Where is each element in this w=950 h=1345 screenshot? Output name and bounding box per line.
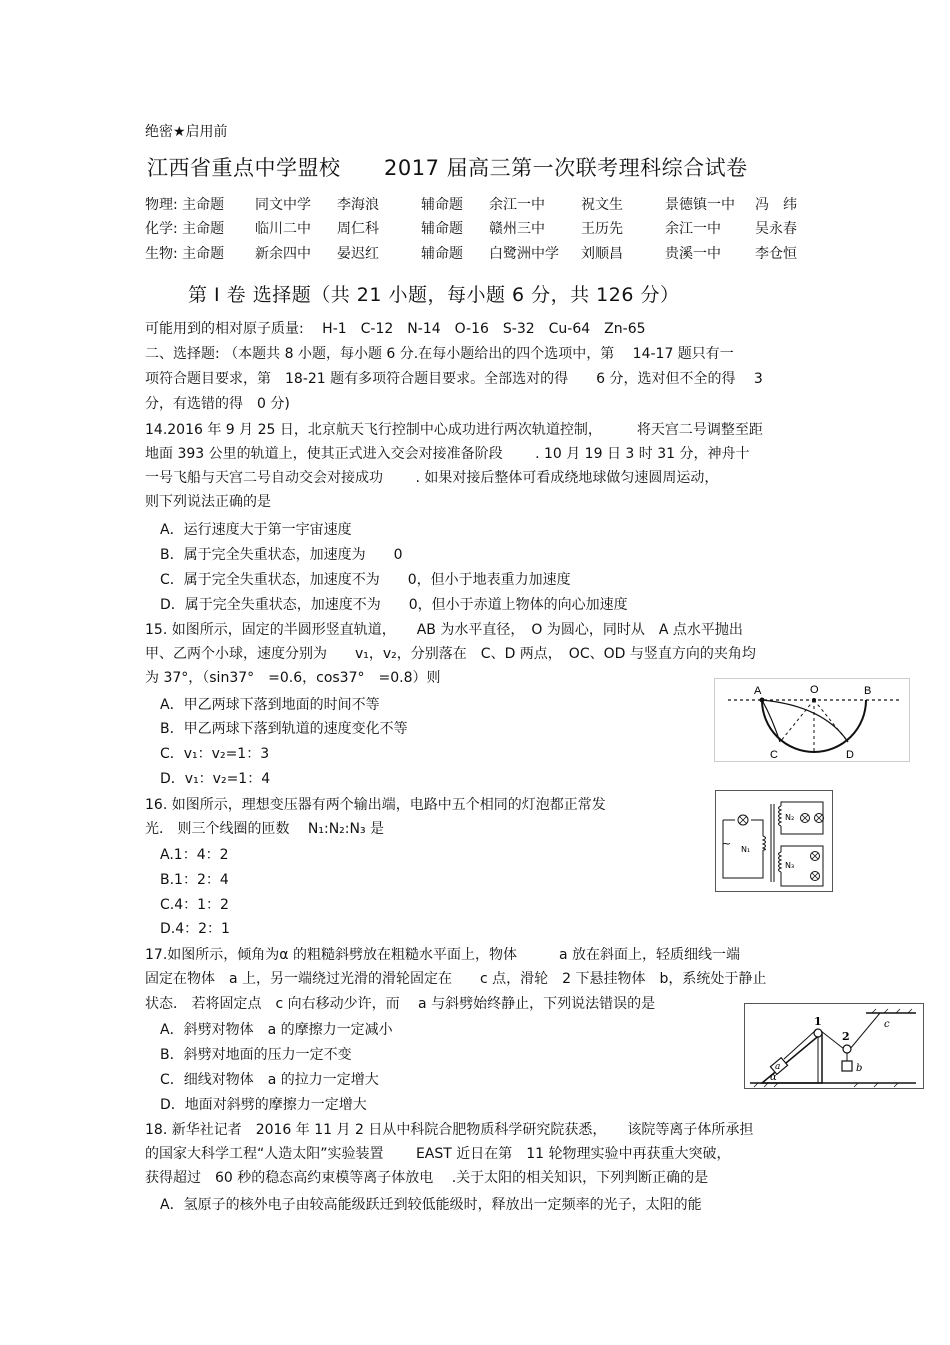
question-text: 甲、乙两个小球，速度分别为 v₁，v₂，分别落在 C、D 两点， OC、OD 与竖直方向的夹角均	[145, 646, 756, 662]
staff-name: 刘顺昌	[581, 246, 623, 262]
answer-option: C．v₁：v₂=1：3	[160, 746, 270, 762]
staff-school: 景德镇一中	[665, 197, 735, 213]
exam-title-left: 江西省重点中学盟校	[147, 156, 341, 180]
staff-name: 晏迟红	[337, 246, 379, 262]
figure-label: N₃	[785, 861, 795, 870]
answer-option: A．斜劈对物体 a 的摩擦力一定减小	[160, 1022, 393, 1038]
staff-name: 李仓恒	[755, 246, 797, 262]
answer-option: A．氢原子的核外电子由较高能级跃迁到较低能级时，释放出一定频率的光子，太阳的能	[160, 1197, 702, 1213]
question-text: 则下列说法正确的是	[145, 494, 271, 510]
staff-name: 周仁科	[337, 221, 379, 237]
answer-option: D．地面对斜劈的摩擦力一定增大	[160, 1097, 367, 1113]
figure-label: A	[754, 685, 762, 697]
staff-school: 赣州三中	[489, 221, 545, 237]
answer-option: B．甲乙两球下落到轨道的速度变化不等	[160, 721, 408, 737]
staff-name: 李海浪	[337, 197, 379, 213]
staff-role: 辅命题	[421, 221, 463, 237]
staff-school: 白鹭洲中学	[489, 246, 559, 262]
question-text: 14.2016 年 9 月 25 日，北京航天飞行控制中心成功进行两次轨道控制， 将天宫二号调整至距	[145, 422, 763, 438]
figure-label: N₁	[741, 845, 751, 854]
figure-label: 1	[814, 1015, 822, 1028]
staff-role: 辅命题	[421, 197, 463, 213]
answer-option: C．属于完全失重状态，加速度不为 0，但小于地表重力加速度	[160, 572, 571, 588]
answer-option: A．甲乙两球下落到地面的时间不等	[160, 697, 380, 713]
question-text: 一号飞船与天宫二号自动交会对接成功 . 如果对接后整体可看成绕地球做匀速圆周运动，	[145, 470, 719, 486]
atomic-mass-line: 可能用到的相对原子质量: H-1 C-12 N-14 O-16 S-32 Cu-64 Zn-65	[145, 321, 646, 337]
staff-school: 临川二中	[255, 221, 311, 237]
figure-label: C	[770, 749, 778, 761]
answer-option: C.4：1：2	[160, 897, 229, 913]
staff-name: 祝文生	[581, 197, 623, 213]
figure-label: b	[856, 1063, 863, 1074]
question-text: 的国家大科学工程“人造太阳”实验装置 EAST 近日在第 11 轮物理实验中再获重大突破，	[145, 1146, 731, 1162]
figure-label: c	[884, 1019, 890, 1030]
staff-name: 王历先	[581, 221, 623, 237]
question-text: 15. 如图所示，固定的半圆形竖直轨道， AB 为水平直径， O 为圆心，同时从 A 点水平抛出	[145, 622, 743, 638]
question-text: 16. 如图所示，理想变压器有两个输出端，电路中五个相同的灯泡都正常发	[145, 797, 606, 813]
figure-label: 2	[842, 1030, 850, 1043]
question-text: 为 37°，（sin37° =0.6，cos37° =0.8）则	[145, 670, 441, 686]
incline-pulley-figure	[744, 1003, 924, 1089]
staff-name: 吴永春	[755, 221, 797, 237]
staff-row-chemistry	[145, 218, 825, 238]
figure-label: N₂	[785, 813, 795, 822]
staff-row-biology	[145, 243, 825, 263]
staff-school: 同文中学	[255, 197, 311, 213]
exam-title-right: 2017 届高三第一次联考理科综合试卷	[384, 156, 748, 180]
answer-option: B．属于完全失重状态，加速度为 0	[160, 547, 403, 563]
staff-row-physics	[145, 194, 825, 214]
question-text: 地面 393 公里的轨道上，使其正式进入交会对接准备阶段 . 10 月 19 日 3 时 31 分，神舟十	[145, 446, 750, 462]
secret-mark: 绝密★启用前	[145, 124, 228, 140]
intro-line: 二、选择题: （本题共 8 小题，每小题 6 分.在每小题给出的四个选项中，第 14-17 题只有一	[145, 346, 734, 362]
answer-option: C．细线对物体 a 的拉力一定增大	[160, 1072, 379, 1088]
semicircle-track-figure	[714, 678, 910, 762]
figure-label: O	[810, 684, 819, 696]
staff-school: 余江一中	[489, 197, 545, 213]
staff-subject: 物理: 主命题	[145, 197, 225, 213]
figure-label: D	[846, 749, 854, 761]
question-text: 固定在物体 a 上，另一端绕过光滑的滑轮固定在 c 点，滑轮 2 下悬挂物体 b，系统处于静止	[145, 971, 767, 987]
answer-option: B．斜劈对地面的压力一定不变	[160, 1047, 352, 1063]
answer-option: B.1：2：4	[160, 872, 229, 888]
staff-role: 辅命题	[421, 246, 463, 262]
answer-option: D．属于完全失重状态，加速度不为 0，但小于赤道上物体的向心加速度	[160, 597, 628, 613]
question-text: 18. 新华社记者 2016 年 11 月 2 日从中科院合肥物质科学研究院获悉， 该院等离子体所承担	[145, 1122, 754, 1138]
intro-line: 项符合题目要求，第 18-21 题有多项符合题目要求。全部选对的得 6 分，选对但不全的得 3	[145, 371, 763, 387]
staff-school: 贵溪一中	[665, 246, 721, 262]
section-heading: 第 I 卷 选择题（共 21 小题，每小题 6 分，共 126 分）	[188, 284, 680, 306]
staff-subject: 生物: 主命题	[145, 246, 225, 262]
figure-label: B	[864, 685, 872, 697]
figure-label: a	[775, 1062, 781, 1072]
answer-option: D．v₁：v₂=1：4	[160, 771, 271, 787]
answer-option: A.1：4：2	[160, 847, 229, 863]
question-text: 状态． 若将固定点 c 向右移动少许，而 a 与斜劈始终静止，下列说法错误的是	[145, 996, 656, 1012]
staff-school: 余江一中	[665, 221, 721, 237]
figure-label: ~	[722, 837, 732, 850]
question-text: 光． 则三个线圈的匝数 N₁:N₂:N₃ 是	[145, 821, 385, 837]
question-text: 获得超过 60 秒的稳态高约束模等离子体放电 .关于太阳的相关知识，下列判断正确的是	[145, 1170, 709, 1186]
question-text: 17.如图所示，倾角为α 的粗糙斜劈放在粗糙水平面上，物体 a 放在斜面上，轻质细线一端	[145, 947, 740, 963]
figure-label: α	[770, 1072, 777, 1083]
staff-name: 冯 纬	[755, 197, 797, 213]
answer-option: A．运行速度大于第一宇宙速度	[160, 522, 352, 538]
staff-school: 新余四中	[255, 246, 311, 262]
staff-subject: 化学: 主命题	[145, 221, 225, 237]
transformer-circuit-figure	[715, 790, 833, 892]
answer-option: D.4：2：1	[160, 921, 230, 937]
intro-line: 分，有选错的得 0 分)	[145, 396, 290, 412]
